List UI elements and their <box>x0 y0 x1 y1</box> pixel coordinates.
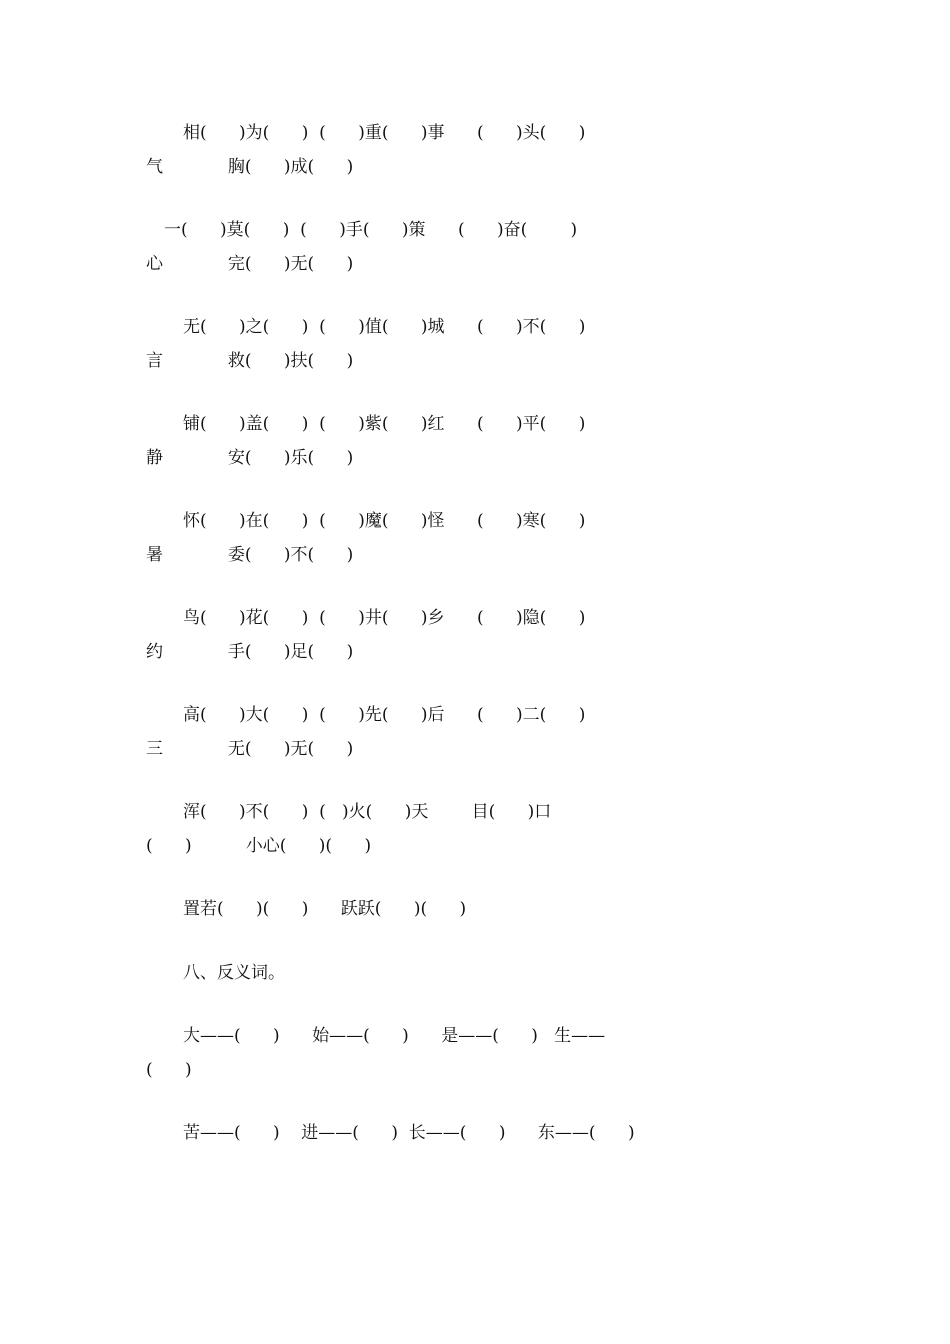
section-title: 八、反义词。 <box>183 963 285 983</box>
antonym-row-1: 大——( ) 始——( ) 是——( ) 生—— <box>183 1026 606 1046</box>
idiom-row-3-line-2: 言 救( )扶( ) <box>146 351 354 371</box>
idiom-row-4-line-1: 铺( )盖( ) ( )紫( )红 ( )平( ) <box>183 414 586 434</box>
idiom-row-7-line-1: 高( )大( ) ( )先( )后 ( )二( ) <box>183 705 586 725</box>
idiom-row-8-line-2: ( ) 小心( )( ) <box>146 836 372 856</box>
antonym-row-2: 苦——( ) 进——( ) 长——( ) 东——( ) <box>183 1123 635 1143</box>
idiom-row-1-line-2: 气 胸( )成( ) <box>146 157 354 177</box>
idiom-row-6-line-2: 约 手( )足( ) <box>146 642 354 662</box>
idiom-row-4-line-2: 静 安( )乐( ) <box>146 448 354 468</box>
idiom-row-6-line-1: 鸟( )花( ) ( )井( )乡 ( )隐( ) <box>183 608 586 628</box>
idiom-row-9: 置若( )( ) 跃跃( )( ) <box>183 899 467 919</box>
idiom-row-1-line-1: 相( )为( ) ( )重( )事 ( )头( ) <box>183 123 586 143</box>
idiom-row-5-line-1: 怀( )在( ) ( )魔( )怪 ( )寒( ) <box>183 511 586 531</box>
idiom-row-8-line-1: 浑( )不( ) ( )火( )天 目( )口 <box>183 802 552 822</box>
idiom-row-3-line-1: 无( )之( ) ( )值( )城 ( )不( ) <box>183 317 586 337</box>
idiom-row-5-line-2: 暑 委( )不( ) <box>146 545 354 565</box>
idiom-row-7-line-2: 三 无( )无( ) <box>146 739 354 759</box>
idiom-row-2-line-2: 心 完( )无( ) <box>146 254 354 274</box>
idiom-row-2-line-1: 一( )莫( ) ( )手( )策 ( )奋( ) <box>164 220 578 240</box>
antonym-row-1-continued: ( ) <box>146 1060 192 1080</box>
